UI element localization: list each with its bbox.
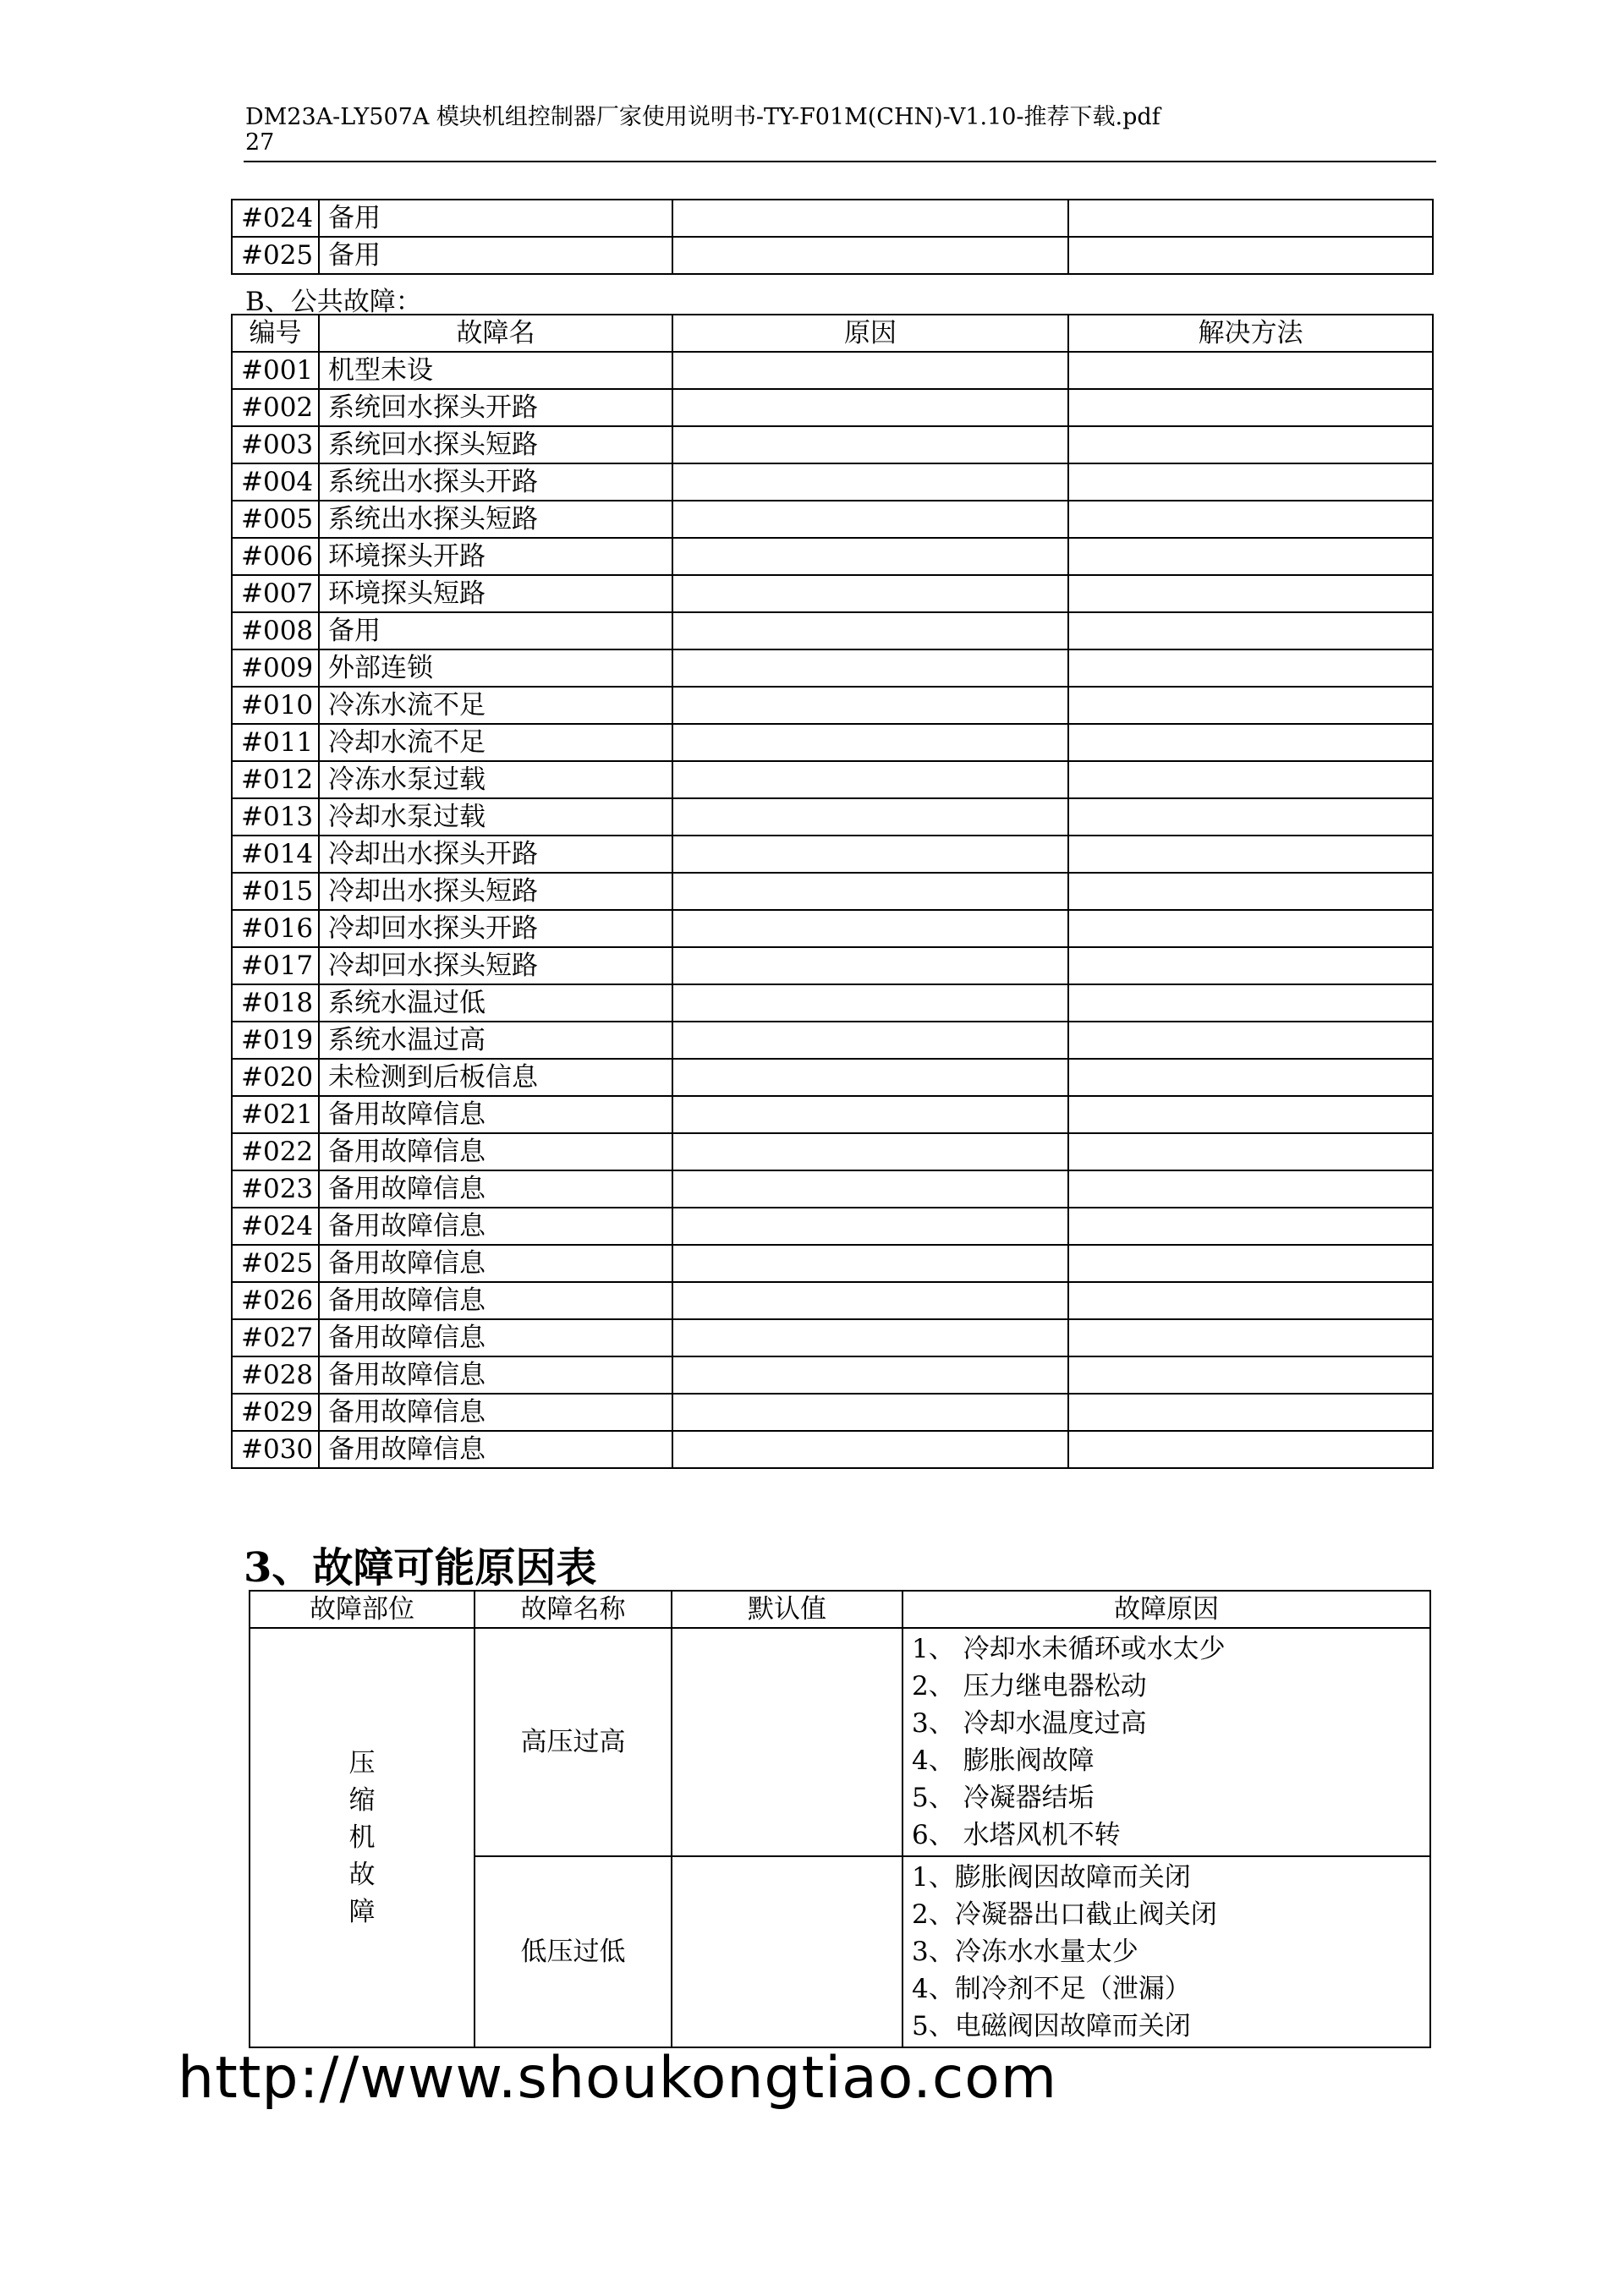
section-3-heading: 3、故障可能原因表: [244, 1544, 597, 1592]
fault-solution: [1068, 836, 1433, 873]
document-title: DM23A-LY507A 模块机组控制器厂家使用说明书-TY-F01M(CHN)-V1.10-推荐下载.pdf: [245, 104, 1160, 130]
header-fault-name: 故障名: [319, 315, 672, 352]
fault-solution: [1068, 724, 1433, 761]
fault-code: #016: [232, 910, 319, 947]
fault-solution: [1068, 1431, 1433, 1468]
fault-code: #024: [232, 200, 319, 237]
fault-name: 备用故障信息: [319, 1282, 672, 1319]
header-solution: 解决方法: [1068, 315, 1433, 352]
fault-code: #025: [232, 237, 319, 274]
fault-cause: [672, 649, 1068, 687]
table-row: [232, 1431, 1433, 1468]
fault-code: #010: [232, 687, 319, 724]
fault-causes: [903, 1628, 1430, 1856]
fault-part-char: 缩: [348, 1785, 376, 1816]
page-number: 27: [245, 129, 275, 156]
fault-code: #004: [232, 463, 319, 501]
fault-code: #023: [232, 1170, 319, 1208]
fault-code: #029: [232, 1394, 319, 1431]
fault-code: #014: [232, 836, 319, 873]
fault-cause: [672, 1245, 1068, 1282]
fault-code: #001: [232, 352, 319, 389]
table-row: [232, 1208, 1433, 1245]
fault-solution: [1068, 984, 1433, 1022]
fault-solution: [1068, 1208, 1433, 1245]
table-row: [232, 501, 1433, 538]
fault-solution: [1068, 1022, 1433, 1059]
table-row: [232, 200, 1433, 237]
fault-cause: [672, 1208, 1068, 1245]
header-fault-name: 故障名称: [475, 1591, 672, 1628]
default-value: [672, 1628, 903, 1856]
fault-code: #026: [232, 1282, 319, 1319]
fault-solution: [1068, 910, 1433, 947]
cause-item: 6、 水塔风机不转: [912, 1820, 1121, 1850]
fault-name: 未检测到后板信息: [319, 1059, 672, 1096]
fault-name: 低压过低: [475, 1856, 672, 2047]
fault-name: 备用故障信息: [319, 1319, 672, 1356]
fault-name: 备用: [319, 612, 672, 649]
table-row: [232, 1319, 1433, 1356]
table-row: [232, 426, 1433, 463]
fault-code: #019: [232, 1022, 319, 1059]
header-code: 编号: [232, 315, 319, 352]
fault-cause: [672, 1059, 1068, 1096]
fault-solution: [1068, 426, 1433, 463]
common-fault-table: [231, 314, 1434, 1469]
fault-name: 系统出水探头短路: [319, 501, 672, 538]
fault-name: 冷冻水流不足: [319, 687, 672, 724]
fault-name: 备用故障信息: [319, 1208, 672, 1245]
fault-name: 冷却回水探头开路: [319, 910, 672, 947]
fault-code: #020: [232, 1059, 319, 1096]
footer-url[interactable]: http://www.shoukongtiao.com: [178, 2045, 1058, 2112]
table-row: [232, 1096, 1433, 1133]
cause-item: 3、 冷却水温度过高: [912, 1708, 1147, 1739]
table-row: [232, 575, 1433, 612]
fault-code: #012: [232, 761, 319, 798]
fault-code: #002: [232, 389, 319, 426]
cause-item: 5、电磁阀因故障而关闭: [912, 2011, 1191, 2041]
cause-item: 5、 冷凝器结垢: [912, 1783, 1095, 1813]
fault-cause: [672, 836, 1068, 873]
table-row: [232, 873, 1433, 910]
fault-name: 机型未设: [319, 352, 672, 389]
header-divider: [244, 161, 1436, 162]
fault-cause: [672, 1394, 1068, 1431]
table-row: [232, 389, 1433, 426]
fault-name: 备用故障信息: [319, 1394, 672, 1431]
fault-name: 冷却回水探头短路: [319, 947, 672, 984]
fault-code: #011: [232, 724, 319, 761]
fault-code: #021: [232, 1096, 319, 1133]
cause-item: 4、 膨胀阀故障: [912, 1745, 1095, 1776]
fault-code: #025: [232, 1245, 319, 1282]
fault-part-char: 障: [348, 1897, 376, 1927]
fault-solution: [1068, 463, 1433, 501]
fault-causes: [903, 1856, 1430, 2047]
fault-solution: [1068, 1096, 1433, 1133]
table-row: [232, 947, 1433, 984]
table-row: [232, 1245, 1433, 1282]
cause-item: 1、膨胀阀因故障而关闭: [912, 1862, 1191, 1893]
fault-name: 备用故障信息: [319, 1245, 672, 1282]
fault-solution: [1068, 1319, 1433, 1356]
fault-code: #022: [232, 1133, 319, 1170]
fault-solution: [1068, 761, 1433, 798]
fault-solution: [1068, 1133, 1433, 1170]
table-row: [232, 836, 1433, 873]
table-row: [250, 1628, 1430, 1856]
fault-name: 备用故障信息: [319, 1356, 672, 1394]
fault-code: #018: [232, 984, 319, 1022]
fault-solution: [1068, 873, 1433, 910]
fault-cause: [672, 1096, 1068, 1133]
fault-solution: [1068, 798, 1433, 836]
fault-solution: [1068, 352, 1433, 389]
fault-code: #008: [232, 612, 319, 649]
table-row: [232, 1356, 1433, 1394]
fault-solution: [1068, 200, 1433, 237]
fault-cause: [672, 687, 1068, 724]
cause-item: 4、制冷剂不足（泄漏）: [912, 1974, 1191, 2004]
fault-cause: [672, 501, 1068, 538]
table-header-row: [250, 1591, 1430, 1628]
header-cause: 原因: [672, 315, 1068, 352]
section-b-label: B、公共故障：: [245, 287, 422, 317]
fault-name: 备用故障信息: [319, 1096, 672, 1133]
fault-name: 备用故障信息: [319, 1170, 672, 1208]
fault-cause: [672, 1319, 1068, 1356]
fault-name: 系统回水探头开路: [319, 389, 672, 426]
fault-name: 备用故障信息: [319, 1133, 672, 1170]
fault-code: #007: [232, 575, 319, 612]
fault-solution: [1068, 501, 1433, 538]
fault-name: 备用: [319, 200, 672, 237]
fault-name: 环境探头开路: [319, 538, 672, 575]
fault-code: #015: [232, 873, 319, 910]
fault-cause: [672, 910, 1068, 947]
fault-solution: [1068, 1394, 1433, 1431]
fault-cause: [672, 724, 1068, 761]
table-row: [232, 1133, 1433, 1170]
header-fault-cause: 故障原因: [903, 1591, 1430, 1628]
fault-part: [250, 1628, 475, 2047]
cause-item: 2、 压力继电器松动: [912, 1671, 1147, 1701]
table-row: [232, 761, 1433, 798]
fault-part-char: 压: [348, 1748, 376, 1778]
fault-solution: [1068, 1245, 1433, 1282]
cause-item: 3、冷冻水水量太少: [912, 1937, 1138, 1967]
fault-code: #005: [232, 501, 319, 538]
fault-name: 高压过高: [475, 1628, 672, 1856]
table-row: [232, 1022, 1433, 1059]
table-row: [232, 237, 1433, 274]
fault-cause: [672, 237, 1068, 274]
fault-code: #003: [232, 426, 319, 463]
cause-item: 1、 冷却水未循环或水太少: [912, 1634, 1226, 1664]
fault-cause: [672, 389, 1068, 426]
fault-solution: [1068, 947, 1433, 984]
fault-cause: [672, 761, 1068, 798]
fault-name: 系统出水探头开路: [319, 463, 672, 501]
table-row: [232, 538, 1433, 575]
fault-cause: [672, 1170, 1068, 1208]
table-row: [232, 724, 1433, 761]
fault-cause: [672, 798, 1068, 836]
fault-cause: [672, 947, 1068, 984]
table-row: [232, 984, 1433, 1022]
fault-cause: [672, 612, 1068, 649]
fault-name: 冷却出水探头短路: [319, 873, 672, 910]
table-row: [232, 463, 1433, 501]
default-value: [672, 1856, 903, 2047]
fault-name: 系统水温过高: [319, 1022, 672, 1059]
fault-code: #027: [232, 1319, 319, 1356]
table-row: [232, 1394, 1433, 1431]
fault-solution: [1068, 538, 1433, 575]
fault-solution: [1068, 687, 1433, 724]
fault-name: 外部连锁: [319, 649, 672, 687]
table-row: [232, 1282, 1433, 1319]
fault-code: #024: [232, 1208, 319, 1245]
fault-solution: [1068, 237, 1433, 274]
fault-solution: [1068, 389, 1433, 426]
fault-part-char: 故: [348, 1860, 376, 1890]
fault-name: 备用故障信息: [319, 1431, 672, 1468]
fault-cause: [672, 1282, 1068, 1319]
fault-cause: [672, 1356, 1068, 1394]
fault-cause: [672, 200, 1068, 237]
fault-code: #028: [232, 1356, 319, 1394]
fault-solution: [1068, 1170, 1433, 1208]
table-row: [232, 612, 1433, 649]
table-row: [232, 798, 1433, 836]
fault-solution: [1068, 649, 1433, 687]
fault-code: #030: [232, 1431, 319, 1468]
fault-cause: [672, 873, 1068, 910]
fault-solution: [1068, 1356, 1433, 1394]
table-row: [232, 910, 1433, 947]
fault-solution: [1068, 1282, 1433, 1319]
table-row: [232, 1059, 1433, 1096]
fault-code: #009: [232, 649, 319, 687]
fault-cause: [672, 575, 1068, 612]
fault-name: 系统水温过低: [319, 984, 672, 1022]
fault-solution: [1068, 612, 1433, 649]
fault-cause: [672, 538, 1068, 575]
fault-code: #017: [232, 947, 319, 984]
fault-name: 备用: [319, 237, 672, 274]
fault-part-char: 机: [348, 1822, 376, 1853]
table-row: [232, 352, 1433, 389]
fault-cause: [672, 352, 1068, 389]
fault-cause: [672, 1431, 1068, 1468]
fault-name: 环境探头短路: [319, 575, 672, 612]
header-fault-part: 故障部位: [250, 1591, 475, 1628]
fault-name: 冷却出水探头开路: [319, 836, 672, 873]
fault-name: 系统回水探头短路: [319, 426, 672, 463]
fault-table-continued: [231, 199, 1434, 275]
fault-cause: [672, 463, 1068, 501]
header-default-value: 默认值: [672, 1591, 903, 1628]
fault-code: #013: [232, 798, 319, 836]
fault-solution: [1068, 575, 1433, 612]
fault-code: #006: [232, 538, 319, 575]
fault-cause: [672, 426, 1068, 463]
fault-name: 冷冻水泵过载: [319, 761, 672, 798]
table-row: [232, 649, 1433, 687]
fault-cause: [672, 1022, 1068, 1059]
table-row: [232, 1170, 1433, 1208]
fault-cause: [672, 984, 1068, 1022]
cause-item: 2、冷凝器出口截止阀关闭: [912, 1899, 1217, 1930]
table-row: [232, 687, 1433, 724]
fault-cause: [672, 1133, 1068, 1170]
fault-name: 冷却水泵过载: [319, 798, 672, 836]
fault-solution: [1068, 1059, 1433, 1096]
fault-name: 冷却水流不足: [319, 724, 672, 761]
table-header-row: [232, 315, 1433, 352]
fault-cause-table: [249, 1590, 1431, 2048]
